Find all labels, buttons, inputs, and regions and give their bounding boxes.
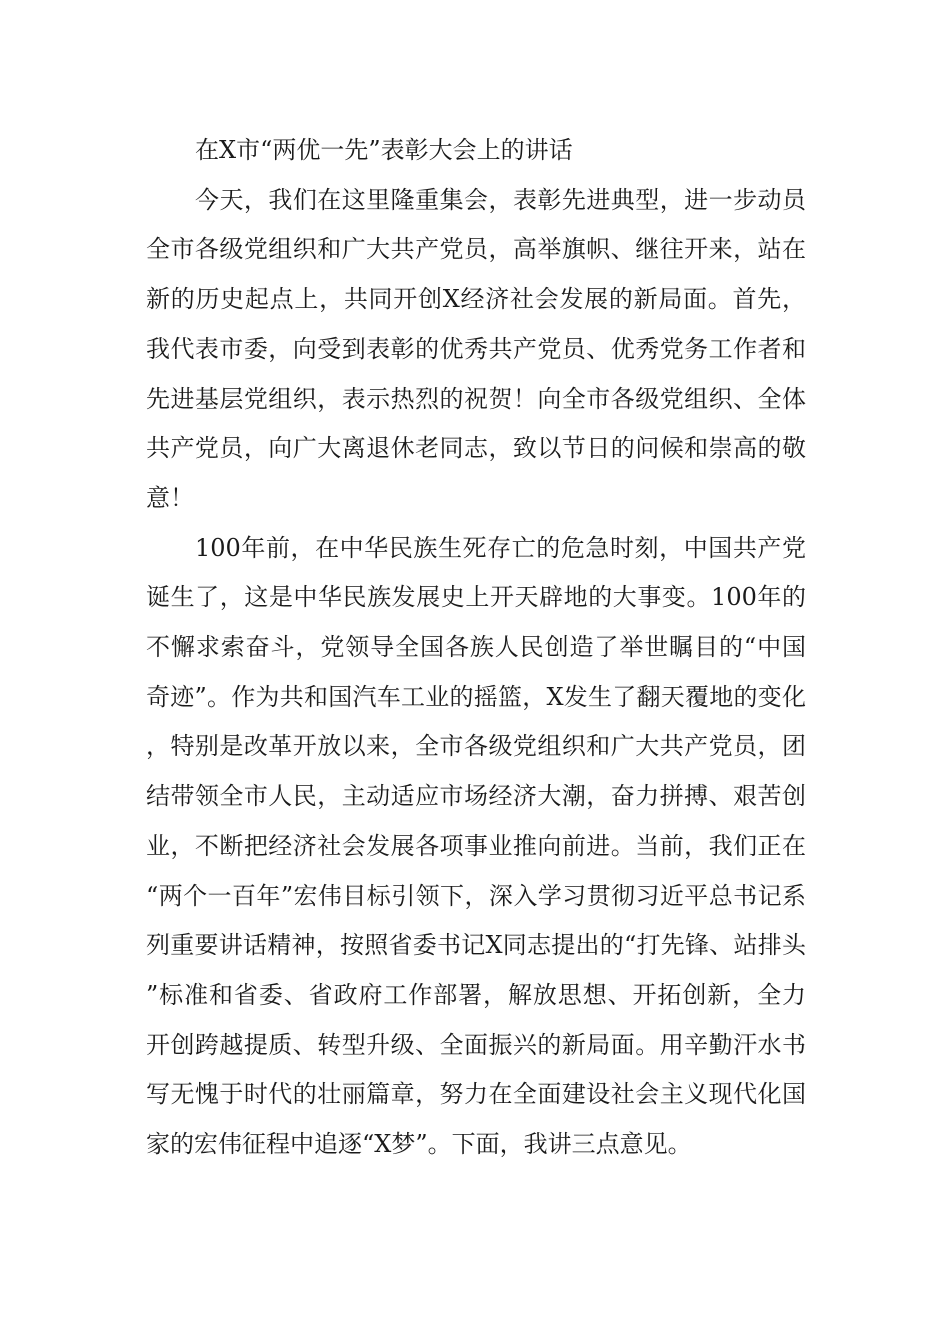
document-body xyxy=(146,126,806,1170)
paragraph-opening: 今天，我们在这里隆重集会，表彰先进典型，进一步动员全市各级党组织和广大共产党员，高举旗帜、继往开来，站在新的历史起点上，共同开创X经济社会发展的新局面。首先，我代表市委，向受到表彰的优秀共产党员、优秀党务工作者和先进基层党组织，表示热烈的祝贺！向全市各级党组织、全体共产党员，向广大离退休老同志，致以节日的问候和崇高的敬意！ xyxy=(146,185,806,512)
paragraph-history: 100年前，在中华民族生死存亡的危急时刻，中国共产党诞生了，这是中华民族发展史上开天辟地的大事变。100年的不懈求索奋斗，党领导全国各族人民创造了举世瞩目的“中国奇迹”。作为共和国汽车工业的摇篮，X发生了翻天覆地的变化，特别是改革开放以来，全市各级党组织和广大共产党员，团结带领全市人民，主动适应市场经济大潮，奋力拼搏、艰苦创业，不断把经济社会发展各项事业推向前进。当前，我们正在“两个一百年”宏伟目标引领下，深入学习贯彻习近平总书记系列重要讲话精神，按照省委书记X同志提出的“打先锋、站排头”标准和省委、省政府工作部署，解放思想、开拓创新，全力开创跨越提质、转型升级、全面振兴的新局面。用辛勤汗水书写无愧于时代的壮丽篇章，努力在全面建设社会主义现代化国家的宏伟征程中追逐“X梦”。下面，我讲三点意见。 xyxy=(146,533,806,1159)
speech-title: 在X市“两优一先”表彰大会上的讲话 xyxy=(195,136,573,164)
